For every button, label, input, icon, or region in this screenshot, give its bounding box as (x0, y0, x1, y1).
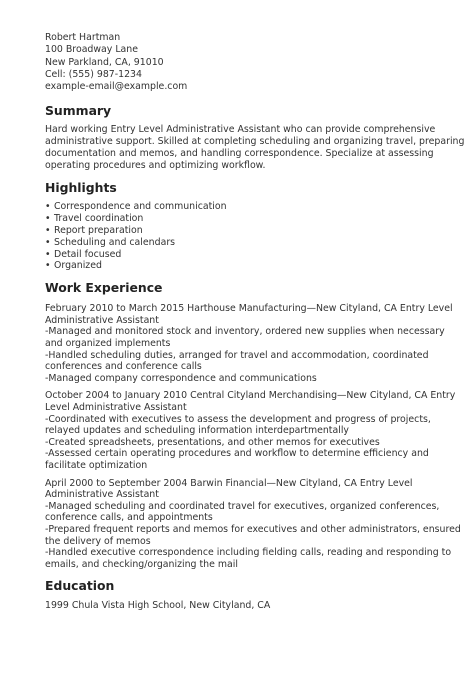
job-duty: -Prepared frequent reports and memos for executives and other administrators, ensured the delivery of memos (45, 523, 461, 547)
highlight-text: Scheduling and calendars (54, 236, 176, 248)
job-entry (45, 390, 465, 471)
contact-email: example-email@example.com (45, 81, 188, 93)
job-duty: -Assessed certain operating procedures and workflow to determine efficiency and facilitate optimization (45, 448, 429, 471)
list-item (45, 237, 465, 249)
list-item (45, 225, 465, 237)
highlight-text: Organized (54, 260, 102, 272)
job-duty: -Coordinated with executives to assess the development and progress of projects, relayed updates and scheduling information interdepartmentally (45, 413, 431, 437)
bullet-icon: • (45, 201, 51, 213)
bullet-icon: • (45, 225, 51, 237)
job-header: April 2000 to September 2004 Barwin Financial—New Cityland, CA Entry Level Administrative Assistant (45, 477, 413, 501)
work-experience-heading: Work Experience (45, 280, 163, 296)
job-entry (45, 303, 465, 384)
job-duty: -Handled executive correspondence including fielding calls, reading and responding to emails, and checking/organizing the mail (45, 547, 452, 570)
list-item (45, 201, 465, 213)
job-entry (45, 478, 465, 571)
contact-address: 100 Broadway Lane (45, 44, 139, 56)
highlight-text: Report preparation (54, 225, 143, 237)
bullet-icon: • (45, 248, 51, 260)
job-duty: -Created spreadsheets, presentations, and other memos for executives (45, 436, 380, 448)
job-duty: -Managed and monitored stock and inventory, ordered new supplies when necessary and organized implements (45, 326, 445, 350)
highlight-text: Travel coordination (54, 213, 144, 225)
highlight-text: Detail focused (54, 248, 122, 260)
highlight-text: Correspondence and communication (54, 201, 227, 213)
bullet-icon: • (45, 213, 51, 225)
education-text: 1999 Chula Vista High School, New Cityland, CA (45, 600, 271, 612)
contact-name: Robert Hartman (45, 32, 121, 43)
education-heading: Education (45, 578, 115, 594)
job-duty: -Managed company correspondence and communications (45, 372, 317, 384)
summary-heading: Summary (45, 103, 112, 119)
job-header: February 2010 to March 2015 Harthouse Manufacturing—New Cityland, CA Entry Level Administrative Assistant (45, 303, 453, 326)
job-header: October 2004 to January 2010 Central Cityland Merchandising—New Cityland, CA Entry Level Administrative Assistant (45, 390, 456, 414)
contact-city: New Parkland, CA, 91010 (45, 56, 164, 68)
contact-phone: Cell: (555) 987-1234 (45, 68, 142, 80)
summary-text: Hard working Entry Level Administrative Assistant who can provide comprehensive administrative support. Skilled at completing scheduling and organizing travel, preparing documentation and memos, and handling correspondence. Specialize at assessing operating procedures and optimizing workflow. (45, 124, 465, 172)
list-item (45, 249, 465, 261)
bullet-icon: • (45, 236, 51, 248)
highlights-list (45, 201, 465, 272)
bullet-icon: • (45, 260, 51, 272)
job-duty: -Managed scheduling and coordinated travel for executives, organized conferences, conference calls, and appointments (45, 500, 440, 524)
list-item (45, 213, 465, 225)
contact-block (45, 32, 465, 93)
job-duty: -Handled scheduling duties, arranged for travel and accommodation, coordinated conferences and conference calls (45, 349, 429, 373)
highlights-heading: Highlights (45, 180, 117, 196)
resume-page (45, 32, 465, 612)
list-item (45, 260, 465, 272)
